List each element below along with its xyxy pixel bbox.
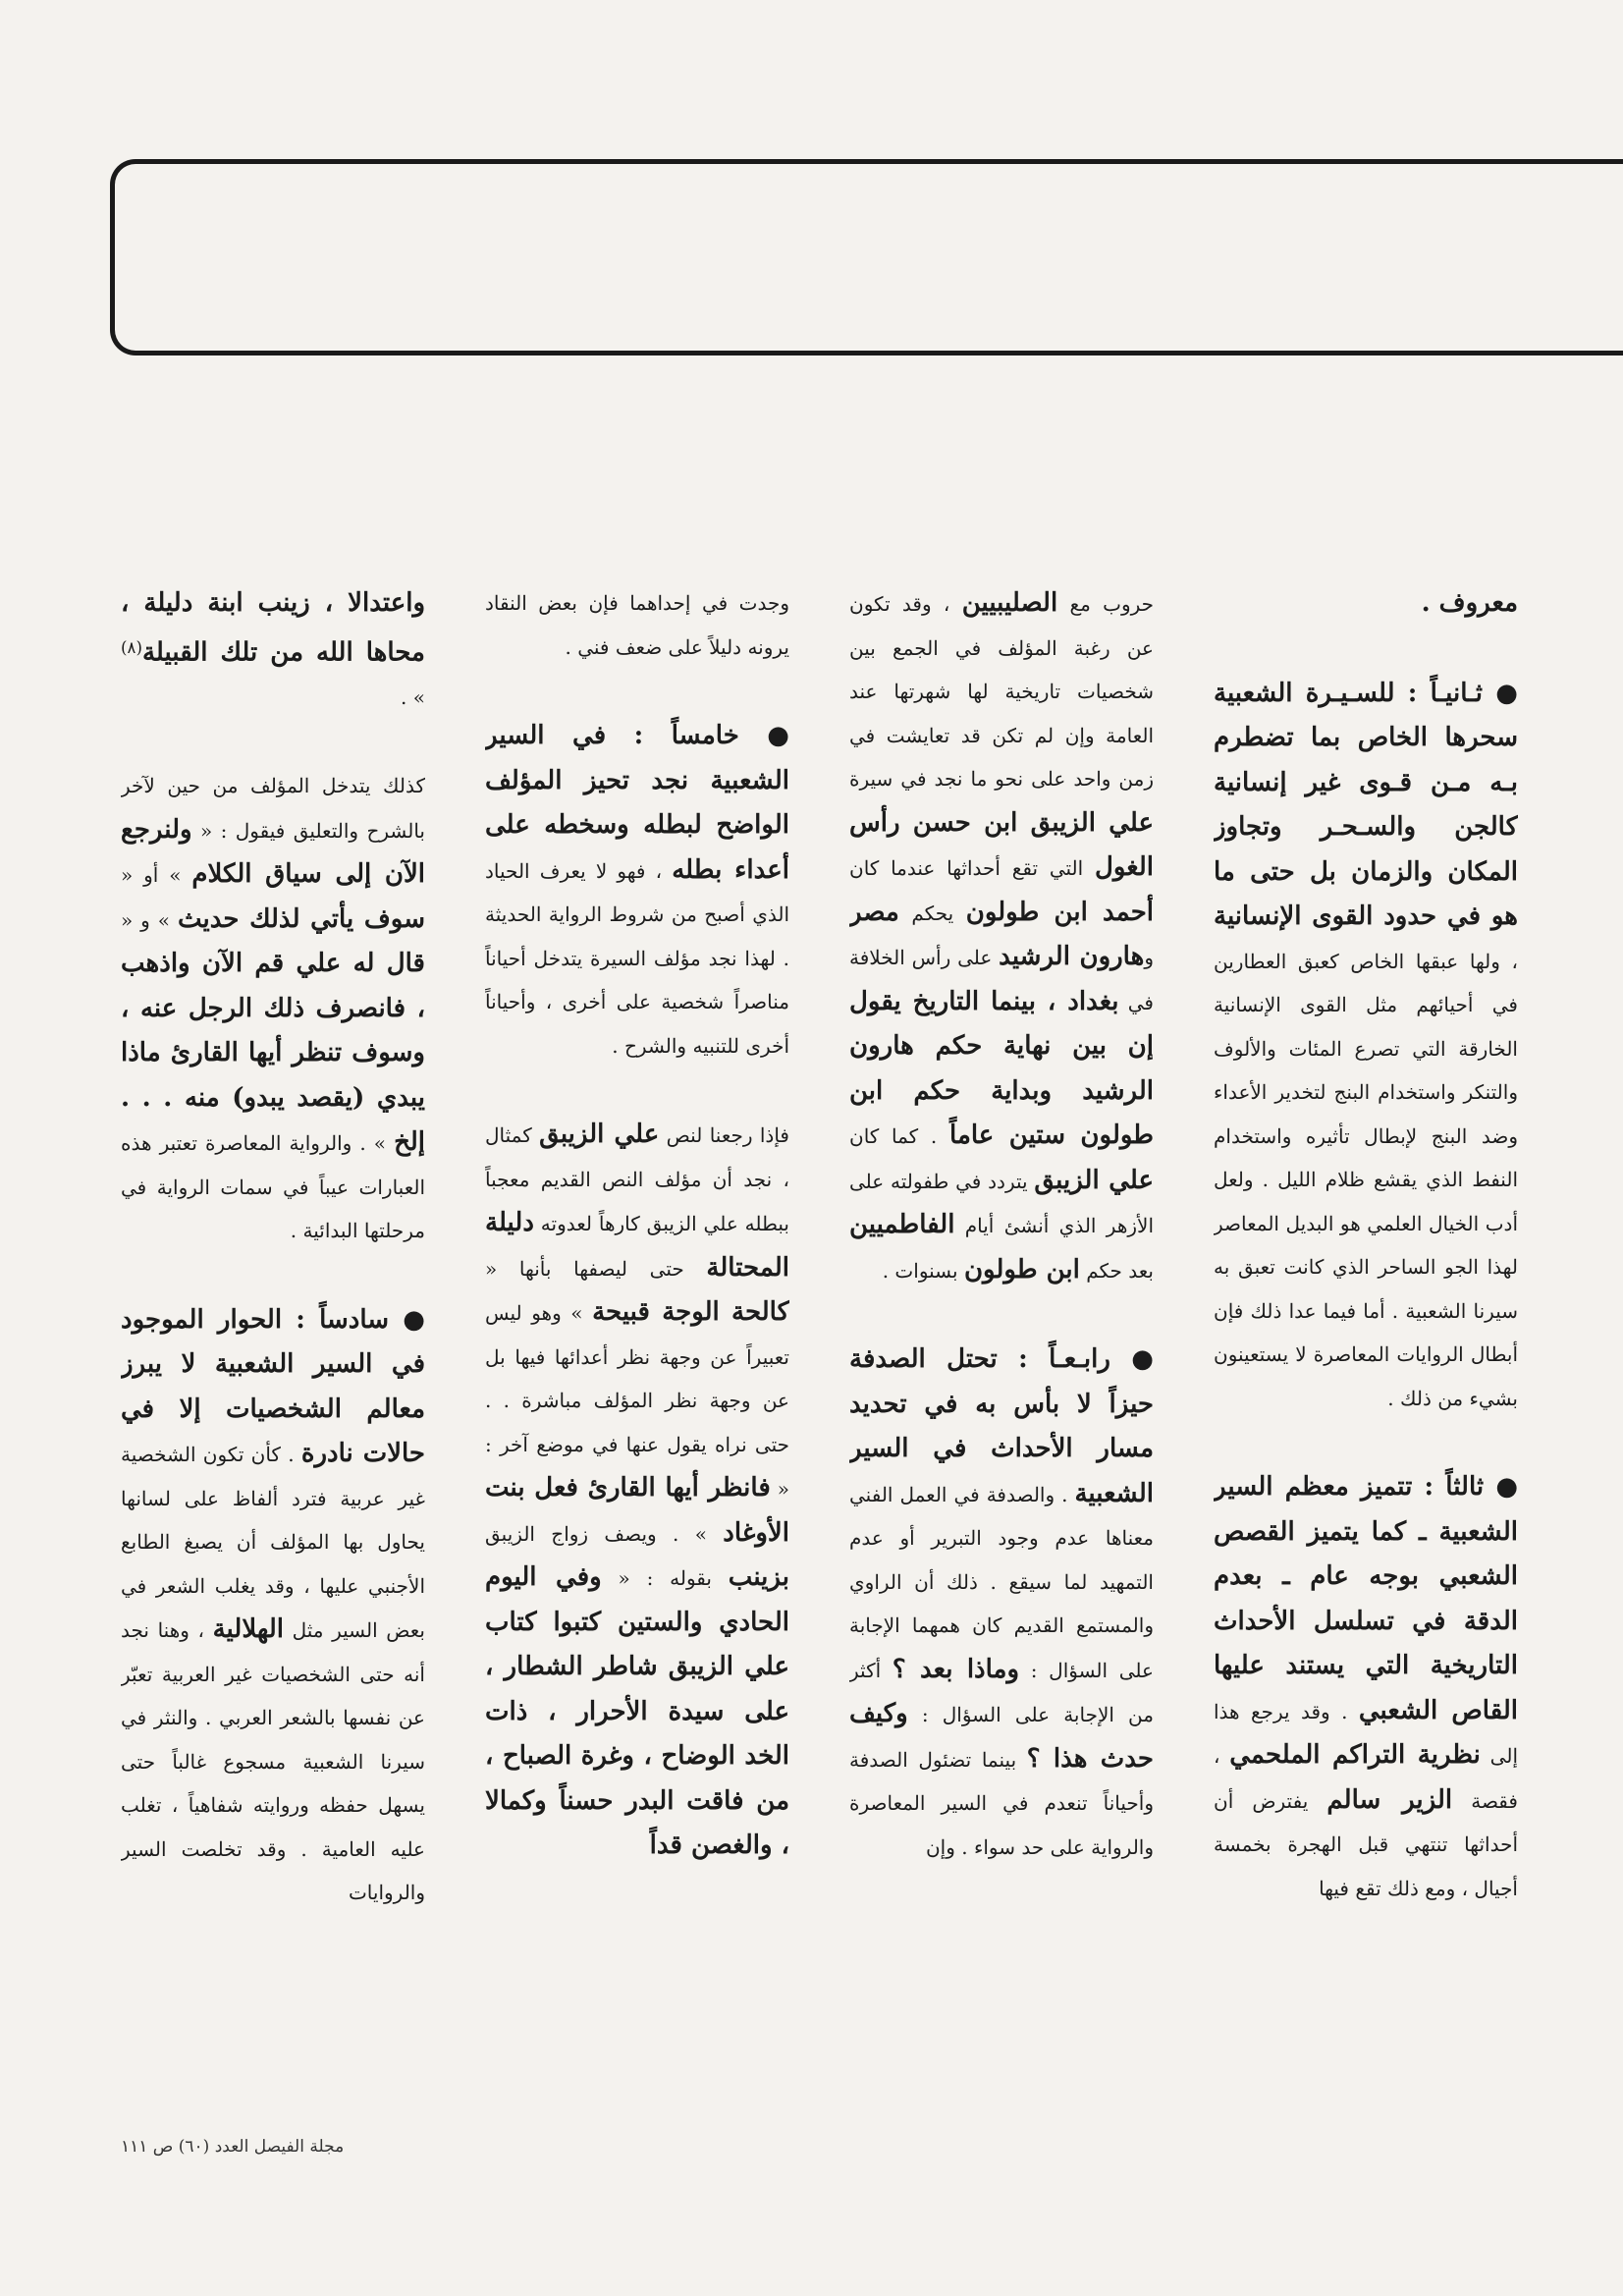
footnote-ref: (٨): [121, 637, 142, 657]
bold-text: ● خامساً : في السير الشعبية نجد تحيز المؤلف الواضح لبطله وسخطه على أعداء بطله: [485, 721, 789, 885]
text-run: . كأن تكون الشخصية غير عربية فترد ألفاظ على لسانها يحاول بها المؤلف أن يصبغ الطابع الأجنبي عليها ، وقد يغلب الشعر في بعض السير مثل: [121, 1443, 425, 1643]
text-run: ، وقد تكون عن رغبة المؤلف في الجمع بين شخصيات تاريخية لها شهرتها عند العامة وإن لم تكن قد تعايشت في زمن واحد على نحو ما نجد في سيرة: [849, 592, 1154, 791]
text-run: بينما تضئول الصدفة وأحياناً تنعدم في السير المعاصرة والرواية على حد سواء . وإن: [849, 1747, 1154, 1859]
text-run: ، فهو لا يعرف الحياد الذي أصبح من شروط الرواية الحديثة . لهذا نجد مؤلف السيرة يتدخل أحياناً مناصراً شخصية على أخرى ، وأحياناً أخرى للتنبيه والشرح .: [485, 858, 789, 1058]
text-run: بعد حكم: [1079, 1258, 1154, 1283]
paragraph: [485, 581, 789, 669]
text-run: أكثر من الإجابة على السؤال :: [849, 1658, 1154, 1726]
bold-text: الزير سالم: [1326, 1784, 1453, 1815]
bold-text: وكيف حدث هذا ؟: [849, 1699, 1154, 1774]
bold-text: واعتدالا ، زينب ابنة دليلة ، محاها الله من تلك القبيلة: [121, 588, 425, 668]
text-run: بقوله : «: [601, 1566, 729, 1590]
bold-text: وفي اليوم الحادي والستين كتبوا كتاب علي الزيبق شاطر الشطار ، على سيدة الأحرار ، ذات الخد الوضاح ، وغرة الصباح ، من فاقت البدر حسناً وكمالا ، والغصن قداً: [485, 1562, 789, 1860]
text-run: على رأس الخلافة في: [849, 946, 1154, 1014]
text-column-4: [121, 581, 425, 2074]
text-run: . والصدفة في العمل الفني معناها عدم وجود التبرير أو عدم التمهيد لما سيقع . ذلك أن الراوي والمستمع القديم كان همهما الإجابة على السؤال :: [849, 1482, 1154, 1682]
bold-text: أحمد ابن طولون: [965, 897, 1154, 927]
bold-text: ● ثـانيـاً : للسـيـرة الشعبية سحرها الخاص بما تضطرم بـه مـن قـوى غير إنسانية كالجن والسـحـر وتجاوز المكان والزمان بل حتى ما هو في حدود القوى الإنسانية: [1214, 678, 1518, 931]
text-column-1: [1214, 581, 1518, 2074]
bold-text: ● سادساً : الحوار الموجود في السير الشعبية لا يبرز معالم الشخصيات إلا في حالات نادرة: [121, 1304, 425, 1469]
bold-text: بغداد ، بينما التاريخ يقول إن بين نهاية حكم هارون الرشيد وبداية حكم ابن طولون ستين عاماً: [849, 986, 1154, 1150]
text-run: » . ويصف زواج الزيبق: [485, 1521, 724, 1546]
text-run: وجدت في إحداهما فإن بعض النقاد يرونه دليلاً على ضعف فني .: [485, 591, 789, 659]
text-run: يحكم: [898, 901, 966, 925]
bold-text: سوف يأتي لذلك حديث: [177, 903, 425, 934]
paragraph: [121, 581, 425, 719]
text-column-3: [485, 581, 789, 2074]
paragraph: [849, 581, 1154, 1292]
bold-text: علي الزيبق ابن حسن رأس الغول: [849, 807, 1154, 882]
header-frame: [110, 159, 1623, 355]
bold-text: فانظر أيها القارئ فعل بنت الأوغاد: [485, 1473, 789, 1548]
text-run: يتردد في طفولته على الأزهر الذي أنشئ أيام: [849, 1169, 1154, 1237]
text-run: ، ولها عبقها الخاص كعبق العطارين في أحيائهم مثل القوى الإنسانية الخارقة التي تصرع المئات والألوف والتنكر واستخدام البنج لتخدير الأعداء وضد البنج لإبطال تأثيره واستخدام النفط الذي يقشع ظلام الليل . ولعل أدب الخيال العلمي هو البديل المعاصر لهذا الجو الساحر الذي كانت تعبق به سيرنا الشعبية . أما فيما عدا ذلك فإن أبطال الروايات المعاصرة لا يستعينون بشيء من ذلك .: [1214, 949, 1518, 1410]
text-run: ، وهنا نجد أنه حتى الشخصيات غير العربية تعبّر عن نفسها بالشعر العربي . والنثر في سيرنا الشعبية مسجوع غالباً حتى يسهل حفظه وروايته شفاهياً ، تغلب عليه العامية . وقد تخلصت السير والروايات: [121, 1618, 425, 1905]
bold-text: ابن طولون: [963, 1254, 1080, 1285]
bold-text: كالحة الوجة قبيحة: [592, 1297, 789, 1327]
text-run: » و «: [121, 907, 178, 932]
page-footer: مجلة الفيصل العدد (٦٠) ص ١١١: [121, 2137, 345, 2157]
bold-text: نظرية التراكم الملحمي: [1229, 1740, 1481, 1770]
text-run: يفترض أن أحداثها تنتهي قبل الهجرة بخمسة أجيال ، ومع ذلك تقع فيها: [1214, 1788, 1518, 1900]
text-run: » وهو ليس تعبيراً عن وجهة نظر أعدائها فيها بل عن وجهة نظر المؤلف مباشرة . . حتى نراه يقول عنها في موضع آخر : «: [485, 1301, 789, 1501]
bold-text: ولنرجع الآن إلى سياق الكلام: [121, 814, 425, 890]
paragraph: [1214, 1465, 1518, 1910]
bold-text: قال له علي قم الآن واذهب ، فانصرف ذلك الرجل عنه ، وسوف تنظر أيها القارئ ماذا يبدي (يقصد يبدو) منه . . . إلخ: [121, 949, 425, 1158]
bold-text: الهلالية: [212, 1614, 284, 1645]
bold-text: الفاطميين: [849, 1210, 955, 1239]
bold-text: هارون الرشيد: [999, 942, 1145, 971]
bold-text: مصر: [849, 897, 899, 927]
paragraph: [849, 1338, 1154, 1869]
text-run: فإذا رجعنا لنص: [659, 1123, 789, 1147]
text-run: كذلك يتدخل المؤلف من حين لآخر بالشرح والتعليق فيقول : «: [121, 774, 425, 843]
text-run: و: [1144, 946, 1154, 969]
paragraph: [485, 1113, 789, 1869]
text-run: » أو «: [121, 863, 192, 888]
bold-text: علي الزيبق: [539, 1120, 660, 1149]
bold-text: معروف .: [1421, 588, 1518, 618]
bold-text: وماذا بعد ؟: [892, 1654, 1020, 1684]
text-run: ، فقصة: [1214, 1744, 1518, 1813]
text-run: بسنوات .: [882, 1258, 964, 1283]
bold-text: ● رابـعـاً : تحتل الصدفة حيزاً لا بأس به في تحديد مسار الأحداث في السير الشعبية: [849, 1344, 1154, 1508]
text-column-2: [849, 581, 1154, 2074]
paragraph: [485, 714, 789, 1067]
text-run: » .: [401, 684, 425, 709]
text-run: حتى ليصفها بأنها «: [485, 1256, 707, 1281]
paragraph: [1214, 672, 1518, 1421]
bold-text: ● ثالثاً : تتميز معظم السير الشعبية ـ كما يتميز القصص الشعبي بوجه عام ـ بعدم الدقة في تسلسل الأحداث التاريخية التي يستند عليها القاص الشعبي: [1214, 1472, 1518, 1725]
bold-text: بزينب: [728, 1562, 789, 1592]
text-run: كمثال ، نجد أن مؤلف النص القديم معجباً ببطله علي الزيبق كارهاً لعدوته: [485, 1123, 789, 1235]
text-run: حروب مع: [1057, 592, 1154, 616]
text-run: » . والرواية المعاصرة تعتبر هذه العبارات عيباً في سمات الرواية في مرحلتها البدائية .: [121, 1131, 425, 1243]
bold-text: دليلة المحتالة: [485, 1208, 789, 1283]
text-run: . كما كان: [849, 1124, 950, 1148]
text-run: التي تقع أحداثها عندما كان: [849, 856, 1095, 880]
paragraph: [1214, 581, 1518, 627]
paragraph: [121, 1298, 425, 1915]
paragraph: [121, 764, 425, 1253]
bold-text: علي الزيبق: [1034, 1165, 1154, 1195]
text-run: . وقد يرجع هذا إلى: [1214, 1699, 1518, 1768]
bold-text: الصليبيين: [961, 588, 1058, 618]
